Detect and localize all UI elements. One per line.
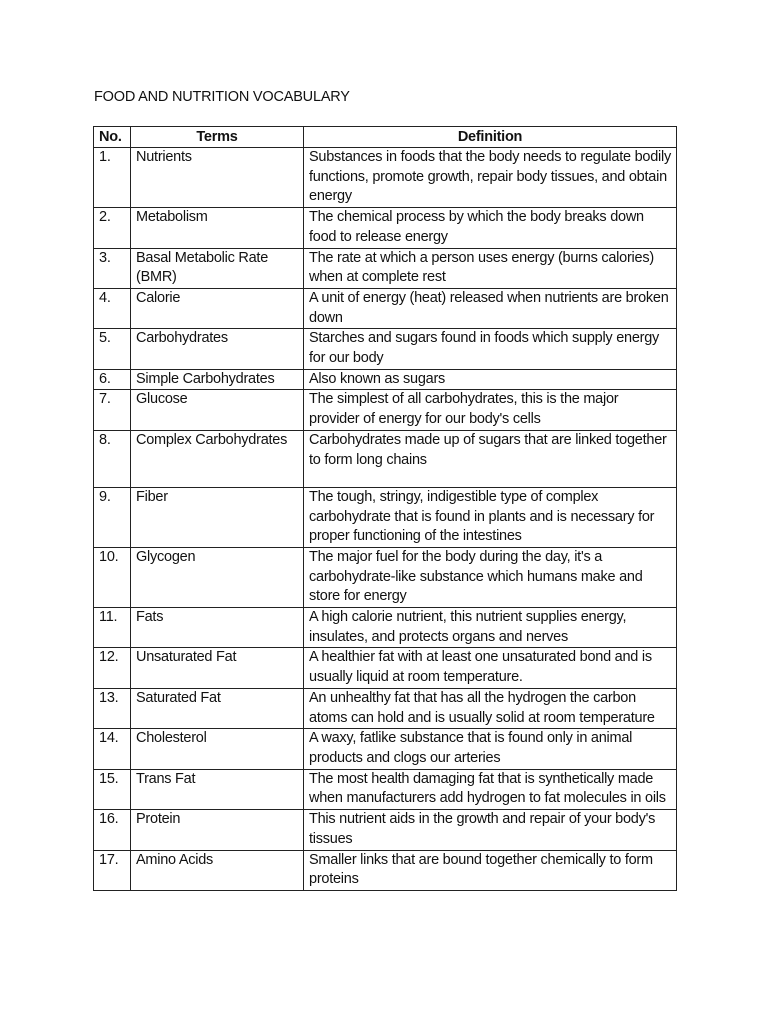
table-row bbox=[94, 810, 677, 850]
table-row bbox=[94, 390, 677, 430]
row-term: Basal Metabolic Rate (BMR) bbox=[131, 248, 304, 288]
row-term: Carbohydrates bbox=[131, 329, 304, 369]
row-definition: Carbohydrates made up of sugars that are linked together to form long chains bbox=[304, 430, 677, 487]
row-number: 6. bbox=[94, 369, 131, 390]
row-definition: The rate at which a person uses energy (burns calories) when at complete rest bbox=[304, 248, 677, 288]
row-number: 1. bbox=[94, 148, 131, 208]
row-term: Cholesterol bbox=[131, 729, 304, 769]
row-definition: Substances in foods that the body needs to regulate bodily functions, promote growth, repair body tissues, and obtain energy bbox=[304, 148, 677, 208]
row-term: Metabolism bbox=[131, 208, 304, 248]
row-term: Glycogen bbox=[131, 547, 304, 607]
row-term: Protein bbox=[131, 810, 304, 850]
row-definition: Starches and sugars found in foods which supply energy for our body bbox=[304, 329, 677, 369]
row-definition: A unit of energy (heat) released when nutrients are broken down bbox=[304, 288, 677, 328]
row-term: Glucose bbox=[131, 390, 304, 430]
header-definition: Definition bbox=[304, 127, 677, 148]
row-number: 14. bbox=[94, 729, 131, 769]
row-number: 11. bbox=[94, 608, 131, 648]
table-row bbox=[94, 729, 677, 769]
row-definition: A high calorie nutrient, this nutrient supplies energy, insulates, and protects organs and nerves bbox=[304, 608, 677, 648]
row-number: 8. bbox=[94, 430, 131, 487]
table-row bbox=[94, 648, 677, 688]
row-term: Amino Acids bbox=[131, 850, 304, 890]
row-number: 10. bbox=[94, 547, 131, 607]
row-definition: The chemical process by which the body breaks down food to release energy bbox=[304, 208, 677, 248]
row-term: Fats bbox=[131, 608, 304, 648]
row-definition: The tough, stringy, indigestible type of complex carbohydrate that is found in plants and is necessary for proper functioning of the intestines bbox=[304, 487, 677, 547]
table-row bbox=[94, 547, 677, 607]
table-row bbox=[94, 850, 677, 890]
table-header-row bbox=[94, 127, 677, 148]
row-number: 4. bbox=[94, 288, 131, 328]
table-row bbox=[94, 769, 677, 809]
row-number: 9. bbox=[94, 487, 131, 547]
row-definition: A waxy, fatlike substance that is found only in animal products and clogs our arteries bbox=[304, 729, 677, 769]
row-number: 3. bbox=[94, 248, 131, 288]
table-row bbox=[94, 288, 677, 328]
row-definition: The simplest of all carbohydrates, this is the major provider of energy for our body's cells bbox=[304, 390, 677, 430]
row-number: 15. bbox=[94, 769, 131, 809]
row-number: 12. bbox=[94, 648, 131, 688]
row-definition: The most health damaging fat that is synthetically made when manufacturers add hydrogen to fat molecules in oils bbox=[304, 769, 677, 809]
table-row bbox=[94, 608, 677, 648]
row-number: 17. bbox=[94, 850, 131, 890]
row-definition: Also known as sugars bbox=[304, 369, 677, 390]
table-row bbox=[94, 430, 677, 487]
row-number: 5. bbox=[94, 329, 131, 369]
vocabulary-table bbox=[93, 126, 677, 891]
table-row bbox=[94, 487, 677, 547]
row-definition: A healthier fat with at least one unsaturated bond and is usually liquid at room temperature. bbox=[304, 648, 677, 688]
table-row bbox=[94, 369, 677, 390]
row-number: 13. bbox=[94, 688, 131, 728]
row-definition: Smaller links that are bound together chemically to form proteins bbox=[304, 850, 677, 890]
row-term: Complex Carbohydrates bbox=[131, 430, 304, 487]
row-term: Trans Fat bbox=[131, 769, 304, 809]
page-title: FOOD AND NUTRITION VOCABULARY bbox=[94, 89, 350, 105]
row-term: Simple Carbohydrates bbox=[131, 369, 304, 390]
row-definition: An unhealthy fat that has all the hydrogen the carbon atoms can hold and is usually solid at room temperature bbox=[304, 688, 677, 728]
table-row bbox=[94, 208, 677, 248]
header-no: No. bbox=[94, 127, 131, 148]
row-term: Calorie bbox=[131, 288, 304, 328]
table-row bbox=[94, 329, 677, 369]
row-number: 16. bbox=[94, 810, 131, 850]
row-term: Unsaturated Fat bbox=[131, 648, 304, 688]
header-terms: Terms bbox=[131, 127, 304, 148]
row-term: Fiber bbox=[131, 487, 304, 547]
table-row bbox=[94, 688, 677, 728]
row-number: 7. bbox=[94, 390, 131, 430]
row-definition: This nutrient aids in the growth and repair of your body's tissues bbox=[304, 810, 677, 850]
table-row bbox=[94, 148, 677, 208]
row-term: Saturated Fat bbox=[131, 688, 304, 728]
row-term: Nutrients bbox=[131, 148, 304, 208]
row-number: 2. bbox=[94, 208, 131, 248]
row-definition: The major fuel for the body during the day, it's a carbohydrate-like substance which humans make and store for energy bbox=[304, 547, 677, 607]
table-row bbox=[94, 248, 677, 288]
